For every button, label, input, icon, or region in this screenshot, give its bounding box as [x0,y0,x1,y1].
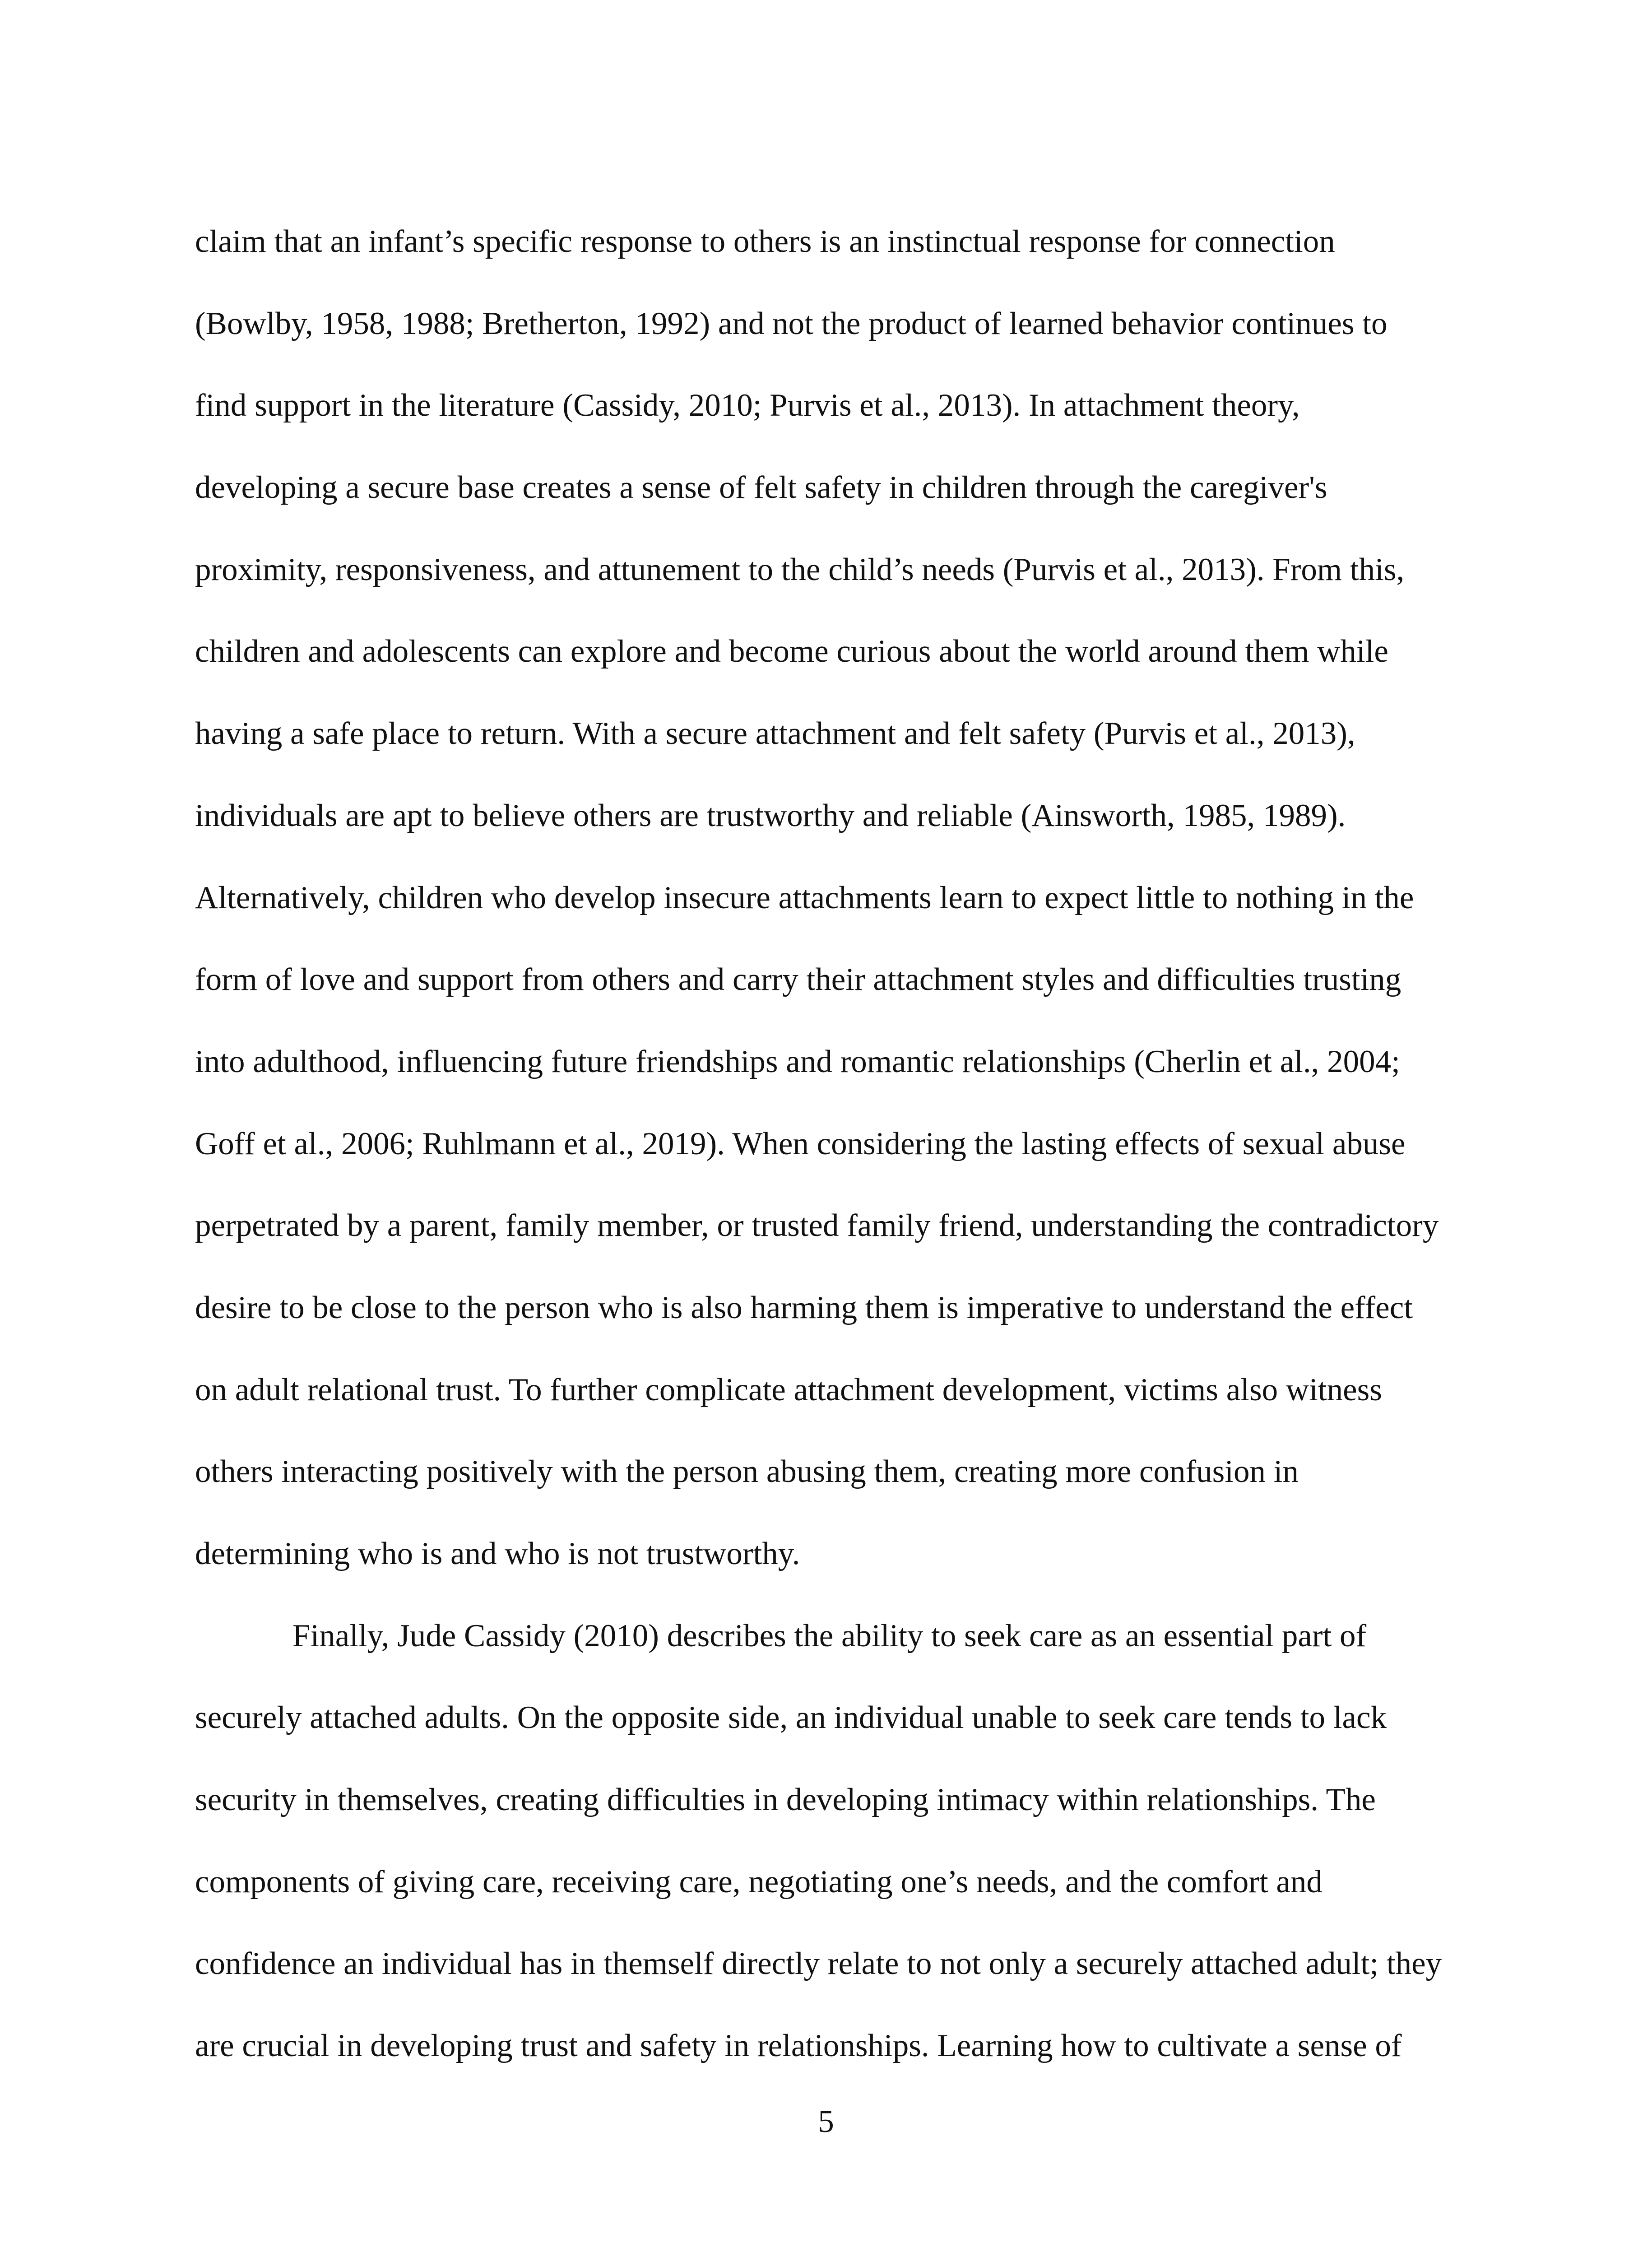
text-line: on adult relational trust. To further complicate attachment development, victims also witness [195,1372,1382,1407]
text-line: into adulthood, influencing future friendships and romantic relationships (Cherlin et al., 2004; [195,1044,1400,1079]
text-line: securely attached adults. On the opposite side, an individual unable to seek care tends to lack [195,1700,1387,1736]
text-line: claim that an infant’s specific response to others is an instinctual response for connection [195,224,1335,259]
text-line: proximity, responsiveness, and attunement to the child’s needs (Purvis et al., 2013). From this, [195,552,1405,587]
text-line: having a safe place to return. With a secure attachment and felt safety (Purvis et al., 2013), [195,716,1355,752]
text-line: are crucial in developing trust and safety in relationships. Learning how to cultivate a sense of [195,2028,1402,2064]
text-line: find support in the literature (Cassidy, 2010; Purvis et al., 2013). In attachment theory, [195,388,1300,423]
paragraph-start-line: Finally, Jude Cassidy (2010) describes the ability to seek care as an essential part of [292,1618,1367,1653]
text-line: Goff et al., 2006; Ruhlmann et al., 2019). When considering the lasting effects of sexual abuse [195,1126,1406,1161]
text-line: desire to be close to the person who is also harming them is imperative to understand the effect [195,1290,1413,1325]
body-text [195,201,1477,2087]
text-line: children and adolescents can explore and become curious about the world around them while [195,634,1388,669]
text-line: others interacting positively with the person abusing them, creating more confusion in [195,1454,1299,1490]
text-line: form of love and support from others and carry their attachment styles and difficulties trusting [195,962,1401,998]
text-line: security in themselves, creating difficulties in developing intimacy within relationships. The [195,1782,1376,1818]
text-line: confidence an individual has in themself directly relate to not only a securely attached adult; they [195,1946,1442,1982]
text-line: developing a secure base creates a sense of felt safety in children through the caregiver's [195,470,1327,506]
text-line: perpetrated by a parent, family member, or trusted family friend, understanding the contradictory [195,1208,1439,1244]
text-line: (Bowlby, 1958, 1988; Bretherton, 1992) and not the product of learned behavior continues to [195,306,1387,341]
page-number: 5 [818,2104,834,2139]
text-line: determining who is and who is not trustworthy. [195,1536,800,1571]
text-line: components of giving care, receiving care, negotiating one’s needs, and the comfort and [195,1864,1323,1899]
text-line: individuals are apt to believe others are trustworthy and reliable (Ainsworth, 1985, 1989). [195,798,1346,833]
text-line: Alternatively, children who develop insecure attachments learn to expect little to nothing in the [195,880,1414,915]
